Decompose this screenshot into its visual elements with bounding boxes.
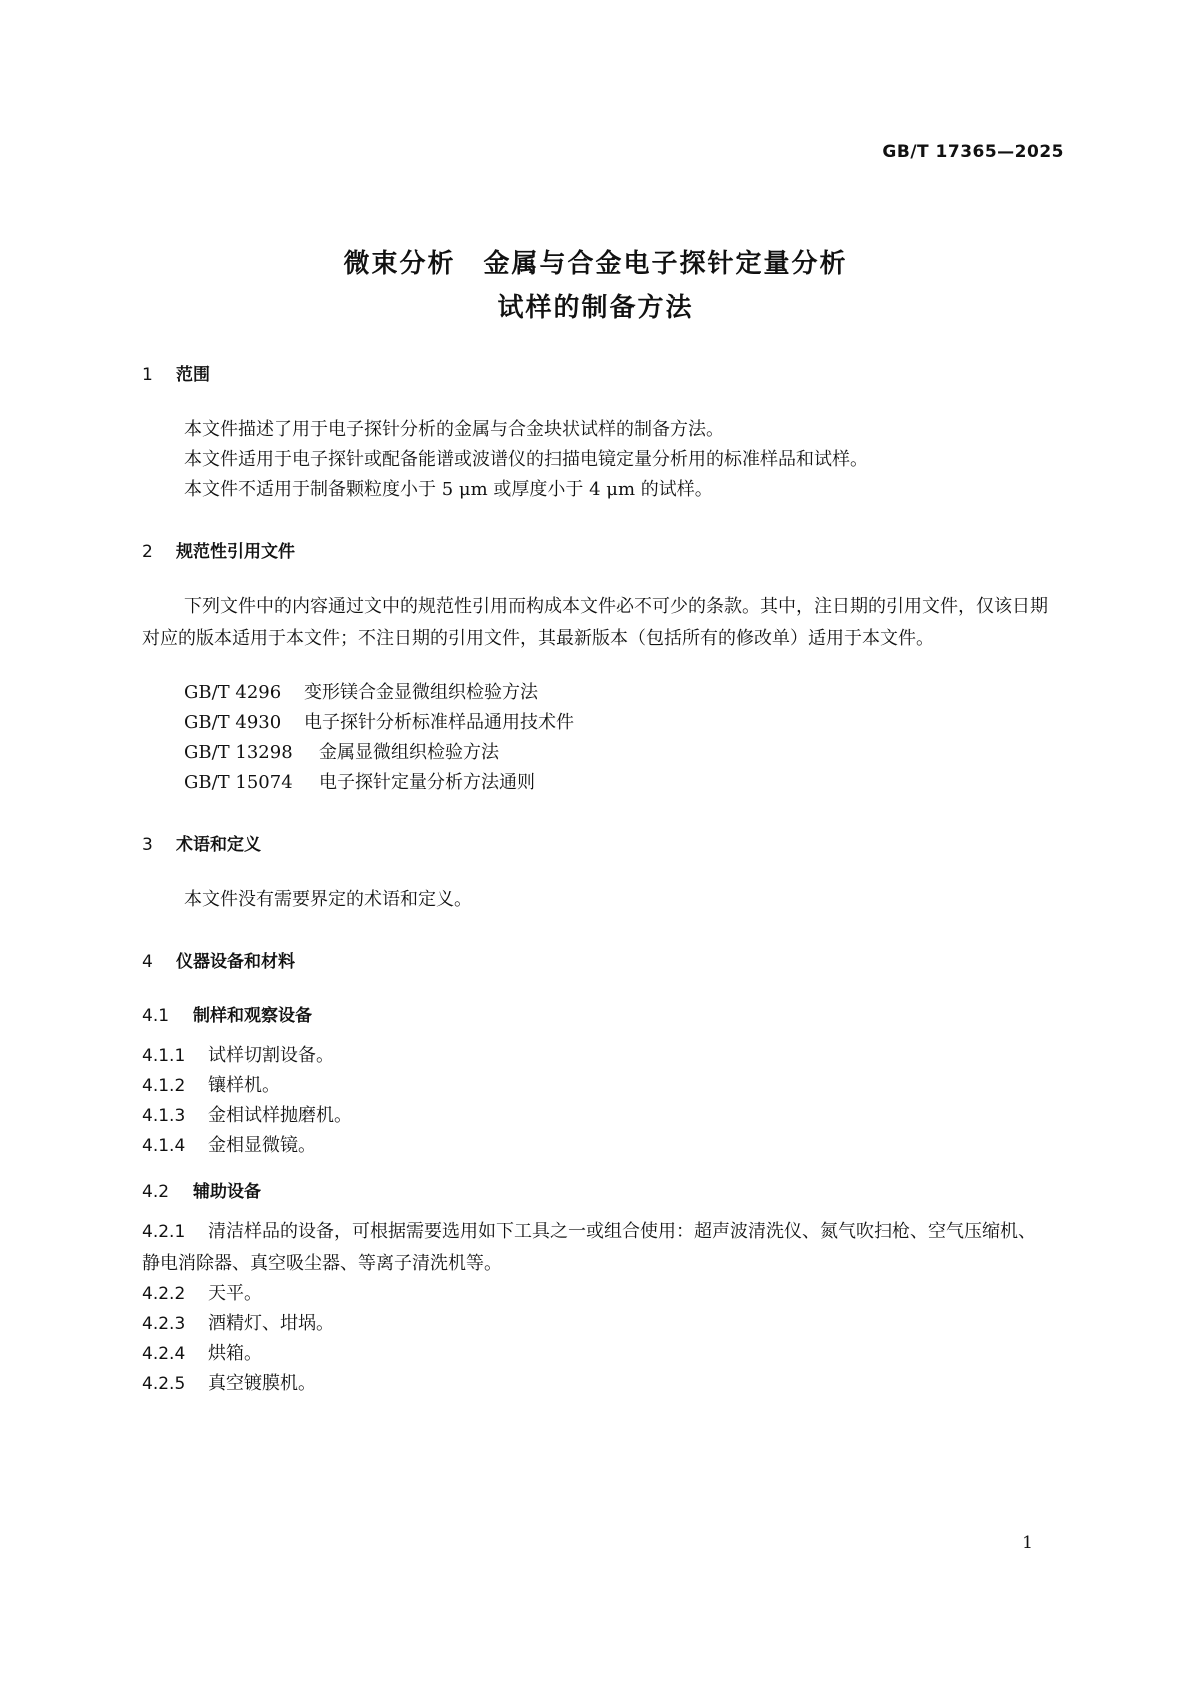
reference-title: 变形镁合金显微组织检验方法 (304, 682, 538, 703)
section-heading-equipment (142, 947, 295, 972)
clause-item (142, 1338, 1052, 1370)
clause-number: 4.2.5 (142, 1374, 186, 1394)
clause-text: 金相试样抛磨机。 (208, 1105, 352, 1126)
clause-number: 4.1.1 (142, 1046, 186, 1066)
clause-text: 烘箱。 (208, 1343, 262, 1364)
title-line-1 (0, 242, 1191, 286)
document-title (0, 242, 1191, 330)
title-part-b: 金属与合金电子探针定量分析 (483, 249, 848, 279)
reference-code: GB/T 15074 (184, 772, 293, 793)
section-title: 范围 (176, 365, 210, 385)
clause-item (142, 1130, 1052, 1162)
section-title: 术语和定义 (176, 835, 261, 855)
title-part-a: 微束分析 (343, 249, 456, 279)
clause-item (142, 1040, 1052, 1072)
clause-text: 酒精灯、坩埚。 (208, 1313, 334, 1334)
clause-number: 4.1.3 (142, 1106, 186, 1126)
clause-item (142, 1308, 1052, 1340)
section-number: 1 (142, 365, 153, 385)
section-heading-normative-references (142, 537, 295, 562)
scope-paragraph-2: 本文件适用于电子探针或配备能谱或波谱仪的扫描电镜定量分析用的标准样品和试样。 (184, 449, 868, 470)
subsection-title: 辅助设备 (193, 1182, 261, 1202)
terms-paragraph: 本文件没有需要界定的术语和定义。 (184, 889, 472, 910)
clause-number: 4.2.4 (142, 1344, 186, 1364)
reference-title: 电子探针分析标准样品通用技术件 (304, 712, 574, 733)
reference-title: 电子探针定量分析方法通则 (319, 772, 535, 793)
section-number: 2 (142, 542, 153, 562)
reference-code: GB/T 4296 (184, 682, 282, 703)
scope-paragraph-3: 本文件不适用于制备颗粒度小于 5 μm 或厚度小于 4 μm 的试样。 (184, 479, 713, 500)
clause-text: 真空镀膜机。 (208, 1373, 316, 1394)
reference-code: GB/T 4930 (184, 712, 282, 733)
clause-item (142, 1216, 1052, 1280)
subsection-title: 制样和观察设备 (193, 1006, 312, 1026)
reference-title: 金属显微组织检验方法 (319, 742, 499, 763)
clause-item (142, 1070, 1052, 1102)
clause-text: 清洁样品的设备，可根据需要选用如下工具之一或组合使用：超声波清洗仪、氮气吹扫枪、空气压缩机、静电消除器、真空吸尘器、等离子清洗机等。 (142, 1221, 1036, 1274)
section-number: 4 (142, 952, 153, 972)
clause-number: 4.2.3 (142, 1314, 186, 1334)
section-heading-terms (142, 830, 261, 855)
subsection-number: 4.2 (142, 1182, 170, 1202)
reference-code: GB/T 13298 (184, 742, 293, 763)
clause-number: 4.2.1 (142, 1222, 186, 1242)
clause-item (142, 1278, 1052, 1310)
clause-number: 4.1.4 (142, 1136, 186, 1156)
clause-item (142, 1368, 1052, 1400)
clause-item (142, 1100, 1052, 1132)
clause-text: 试样切割设备。 (208, 1045, 334, 1066)
scope-paragraph-1: 本文件描述了用于电子探针分析的金属与合金块状试样的制备方法。 (184, 419, 724, 440)
reference-item (184, 677, 538, 709)
section-title: 规范性引用文件 (176, 542, 295, 562)
reference-item (184, 737, 499, 769)
title-line-2: 试样的制备方法 (497, 293, 694, 323)
section-heading-scope (142, 360, 210, 385)
clause-text: 金相显微镜。 (208, 1135, 316, 1156)
section-number: 3 (142, 835, 153, 855)
references-intro-paragraph: 下列文件中的内容通过文中的规范性引用而构成本文件必不可少的条款。其中，注日期的引用文件，仅该日期对应的版本适用于本文件；不注日期的引用文件，其最新版本（包括所有的修改单）适用于本文件。 (142, 596, 1048, 649)
section-title: 仪器设备和材料 (176, 952, 295, 972)
page-number: 1 (1022, 1533, 1033, 1553)
reference-item (184, 767, 535, 799)
subsection-number: 4.1 (142, 1006, 170, 1026)
clause-text: 天平。 (208, 1283, 262, 1304)
clause-number: 4.1.2 (142, 1076, 186, 1096)
subsection-heading-4-1 (142, 1001, 312, 1026)
document-code: GB/T 17365—2025 (882, 142, 1064, 162)
clause-number: 4.2.2 (142, 1284, 186, 1304)
reference-item (184, 707, 574, 739)
clause-text: 镶样机。 (208, 1075, 280, 1096)
subsection-heading-4-2 (142, 1177, 261, 1202)
